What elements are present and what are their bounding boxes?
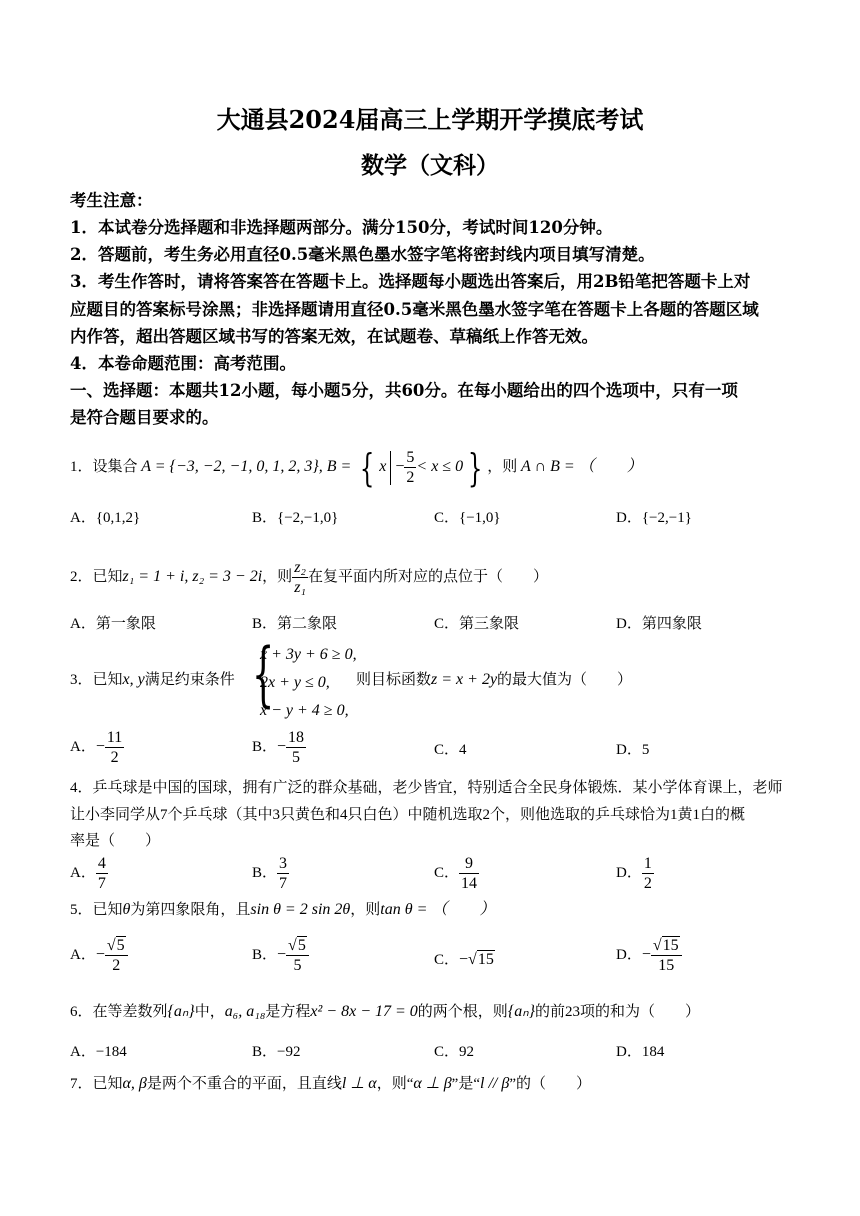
q1-set-b-var: x <box>379 457 387 475</box>
q2-option-a[interactable]: A．第一象限 <box>70 616 156 632</box>
q2-option-c[interactable]: C．第三象限 <box>434 616 520 632</box>
notice-item-4: 4．本卷命题范围：高考范围。 <box>70 354 296 373</box>
q5-option-a[interactable]: A．− $\frac{√5}{2}$ <box>70 936 128 975</box>
q6-option-d[interactable]: D．184 <box>616 1044 665 1060</box>
q6-option-c[interactable]: C．92 <box>434 1044 475 1060</box>
q3-constraint-1: x + 3y + 6 ≥ 0, <box>260 646 357 663</box>
q2-option-d[interactable]: D．第四象限 <box>616 616 702 632</box>
question-1: 1．设集合 A = {−3, −2, −1, 0, 1, 2, 3}, B = { x − $\frac{5}{2}$ < x ≤ 0 } ，则 A ∩ B = （ ） <box>70 445 643 490</box>
section-heading-line1: 一、选择题：本题共12小题，每小题5分，共60分。在每小题给出的四个选项中，只有一项 <box>70 381 738 400</box>
question-4-line3: 率是（ ） <box>70 833 161 849</box>
exam-subtitle: 数学（文科） <box>361 152 499 179</box>
q1-option-c[interactable]: C．{−1,0} <box>434 510 501 526</box>
q1-prefix: 1．设集合 <box>70 458 138 475</box>
q3-option-d[interactable]: D．5 <box>616 742 650 758</box>
question-5: 5．已知θ为第四象限角，且sin θ = 2 sin 2θ，则tan θ = （ ） <box>70 901 496 918</box>
q5-option-c[interactable]: C．−√15 <box>434 951 494 968</box>
q1-fraction: $\frac{5}{2}$ <box>406 449 415 486</box>
q6-equation: x² − 8x − 17 = 0 <box>310 1003 418 1020</box>
notice-item-3: 3．考生作答时，请将答案答在答题卡上。选择题每小题选出答案后，用2B铅笔把答题卡上对 <box>70 272 751 291</box>
q5-option-d[interactable]: D．− $\frac{√15}{15}$ <box>616 936 682 975</box>
q4-option-c[interactable]: C． $\frac{9}{14}$ <box>434 855 478 892</box>
notice-item-3-cont: 应题目的答案标号涂黑；非选择题请用直径0.5毫米黑色墨水签字笔在答题卡上各题的答题区域 <box>70 300 759 319</box>
question-7: 7．已知α, β是两个不重合的平面，且直线l ⊥ α，则“α ⊥ β”是“l // β”的（ ） <box>70 1075 591 1092</box>
q3-option-b[interactable]: B．− $\frac{18}{5}$ <box>252 729 305 766</box>
question-6: 6．在等差数列{aₙ}中，a₆, a₁₈是方程x² − 8x − 17 = 0的两个根，则{aₙ}的前23项的和为（ ） <box>70 1003 700 1020</box>
q2-option-b[interactable]: B．第二象限 <box>252 616 338 632</box>
notice-item-2: 2．答题前，考生务必用直径0.5毫米黑色墨水签字笔将密封线内项目填写清楚。 <box>70 245 655 264</box>
q6-option-a[interactable]: A．−184 <box>70 1044 127 1060</box>
q4-option-a[interactable]: A． $\frac{4}{7}$ <box>70 855 106 892</box>
q4-option-b[interactable]: B． $\frac{3}{7}$ <box>252 855 288 892</box>
q2-fraction: $\frac{\text{z₂}}{\text{z₁}}$ <box>294 559 306 596</box>
q3-brace: { <box>252 633 275 715</box>
q3-constraint-2: 2x + y ≤ 0, <box>260 674 330 691</box>
notice-item-1: 1．本试卷分选择题和非选择题两部分。满分150分，考试时间120分钟。 <box>70 218 613 237</box>
q6-option-b[interactable]: B．−92 <box>252 1044 301 1060</box>
notice-heading: 考生注意： <box>70 191 153 210</box>
q1-suffix: ，则 <box>487 458 518 475</box>
q1-option-d[interactable]: D．{−2,−1} <box>616 510 692 526</box>
exam-title: 大通县2024届高三上学期开学摸底考试 <box>216 105 644 134</box>
question-3-tail: 则目标函数z = x + 2y的最大值为（ ） <box>356 671 633 688</box>
q5-equation: sin θ = 2 sin 2θ <box>250 901 351 918</box>
notice-item-3-end: 内作答，超出答题区域书写的答案无效，在试题卷、草稿纸上作答无效。 <box>70 327 598 346</box>
q4-option-d[interactable]: D． $\frac{1}{2}$ <box>616 855 652 892</box>
q3-option-a[interactable]: A．− $\frac{11}{2}$ <box>70 729 123 766</box>
q5-option-b[interactable]: B．− $\frac{√5}{5}$ <box>252 936 309 975</box>
question-4-line2: 让小李同学从7个乒乓球（其中3只黄色和4只白色）中随机选取2个，则他选取的乒乓球恰为1黄1白的概 <box>70 807 746 823</box>
q3-constraint-3: x − y + 4 ≥ 0, <box>260 702 349 719</box>
q2-given: z₁ = 1 + i, z₂ = 3 − 2i <box>122 567 263 585</box>
question-4-line1: 4．乒乓球是中国的国球，拥有广泛的群众基础，老少皆宜，特别适合全民身体锻炼．某小学体育课上，老师 <box>70 780 783 796</box>
q3-option-c[interactable]: C．4 <box>434 742 467 758</box>
section-heading-line2: 是符合题目要求的。 <box>70 408 219 427</box>
q1-option-b[interactable]: B．{−2,−1,0} <box>252 510 339 526</box>
q1-option-a[interactable]: A．{0,1,2} <box>70 510 141 526</box>
q3-objective: z = x + 2y <box>431 671 498 688</box>
q1-ask: A ∩ B = （ ） <box>521 457 643 475</box>
question-3-lead: 3．已知x, y满足约束条件 <box>70 671 235 688</box>
q1-set-b-cond: < x ≤ 0 <box>416 457 464 475</box>
question-2: 2．已知z₁ = 1 + i, z₂ = 3 − 2i，则 $\frac{\text{z₂}}{\text{z₁}}$ 在复平面内所对应的点位于（ ） <box>70 559 548 596</box>
q1-set-a: A = {−3, −2, −1, 0, 1, 2, 3}, B = <box>141 457 352 475</box>
